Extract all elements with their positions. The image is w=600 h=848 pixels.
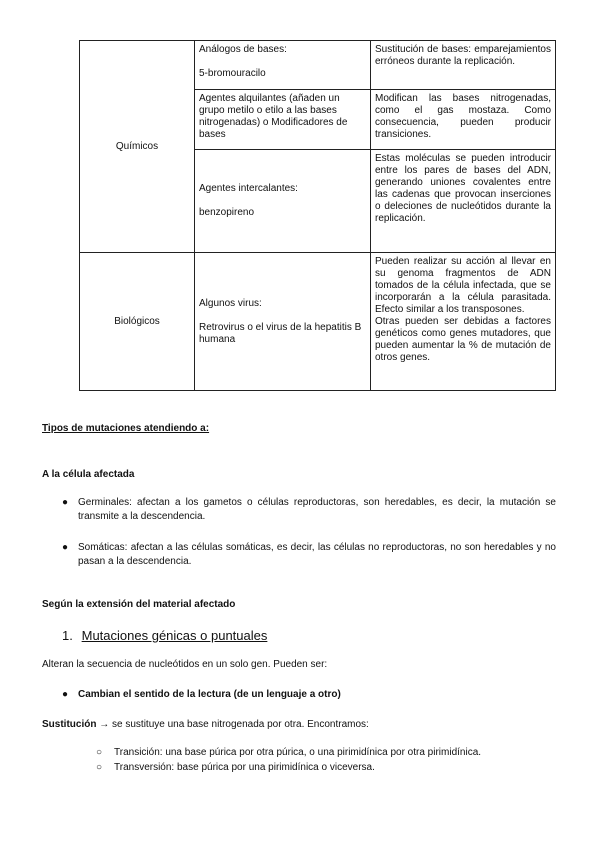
list-item — [62, 496, 556, 524]
agent-text: 5-bromouracilo — [199, 68, 266, 79]
agent-text: Retrovirus o el virus de la hepatitis B humana — [199, 321, 362, 345]
list-item — [62, 688, 556, 702]
bullet-icon: ● — [62, 689, 69, 700]
category-cell: Químicos — [80, 41, 195, 253]
agent-cell — [195, 41, 371, 90]
agent-cell — [195, 150, 371, 253]
agent-text: Agentes intercalantes: — [199, 183, 298, 194]
list-item-text: Cambian el sentido de la lectura (de un lenguaje a otro) — [78, 689, 341, 700]
sub-item — [96, 746, 481, 760]
list-item — [62, 541, 556, 569]
numbered-heading — [62, 628, 267, 643]
table-row — [80, 253, 556, 391]
mutagens-table — [79, 40, 556, 391]
sub-item — [96, 761, 375, 775]
agent-text: Agentes alquilantes (añaden un grupo metilo o etilo a las bases nitrogenadas) o Modificadores de bases — [199, 93, 348, 140]
effect-cell: Sustitución de bases: emparejamientos erróneos durante la replicación. — [371, 41, 556, 90]
bullet-list — [62, 541, 556, 569]
bullet-list — [62, 688, 556, 702]
effect-cell: Modifican las bases nitrogenadas, como el gas mostaza. Como consecuencia, pueden producir transiciones. — [371, 90, 556, 150]
section-title: A la célula afectada — [42, 469, 135, 480]
substitution-label: Sustitución — [42, 719, 97, 730]
sub-item-text: Transición: una base púrica por otra púrica, o una pirimidínica por otra pirimidínica. — [114, 747, 482, 758]
table-row — [80, 41, 556, 90]
circle-bullet-icon: ○ — [96, 747, 103, 758]
agent-text: Algunos virus: — [199, 297, 262, 309]
agent-cell — [195, 253, 371, 391]
list-item-text: Somáticas: afectan a las células somáticas, es decir, las células no reproductoras, no son heredables y no pasan a la descendencia. — [78, 542, 556, 567]
intro-paragraph: Alteran la secuencia de nucleótidos en un solo gen. Pueden ser: — [42, 659, 328, 670]
substitution-paragraph — [42, 718, 369, 732]
agent-text: benzopireno — [199, 207, 255, 218]
bullet-icon: ● — [62, 497, 69, 508]
circle-bullet-icon: ○ — [96, 762, 103, 773]
effect-cell: Estas moléculas se pueden introducir entre los pares de bases del ADN, generando uniones covalentes entre las cadenas que provocan inserciones o deleciones de nucleótidos durante la replicación. — [371, 150, 556, 253]
section-title: Según la extensión del material afectado — [42, 599, 236, 610]
list-item-text: Germinales: afectan a los gametos o células reproductoras, son heredables, es decir, la mutación se transmite a la descendencia. — [78, 497, 556, 522]
category-cell: Biológicos — [80, 253, 195, 391]
substitution-text: → se sustituye una base nitrogenada por otra. Encontramos: — [96, 719, 369, 730]
agent-cell — [195, 90, 371, 150]
effect-cell — [371, 253, 556, 391]
heading-number: 1. — [62, 628, 73, 643]
bullet-icon: ● — [62, 542, 69, 553]
agent-text: Análogos de bases: — [199, 44, 287, 55]
effect-text: Otras pueden ser debidas a factores genéticos como genes mutadores, que pueden aumentar la % de mutación de otros genes. — [375, 316, 551, 363]
sub-item-text: Transversión: base púrica por una pirimidínica o viceversa. — [114, 762, 375, 773]
heading-text: Mutaciones génicas o puntuales — [81, 628, 268, 643]
bullet-list — [62, 496, 556, 524]
effect-text: Pueden realizar su acción al llevar en su genoma fragmentos de ADN tomados de la célula infectada, que se incorporarán a la célula parasitada. Efecto similar a los transposones. — [375, 256, 551, 315]
main-heading: Tipos de mutaciones atendiendo a: — [42, 423, 210, 434]
